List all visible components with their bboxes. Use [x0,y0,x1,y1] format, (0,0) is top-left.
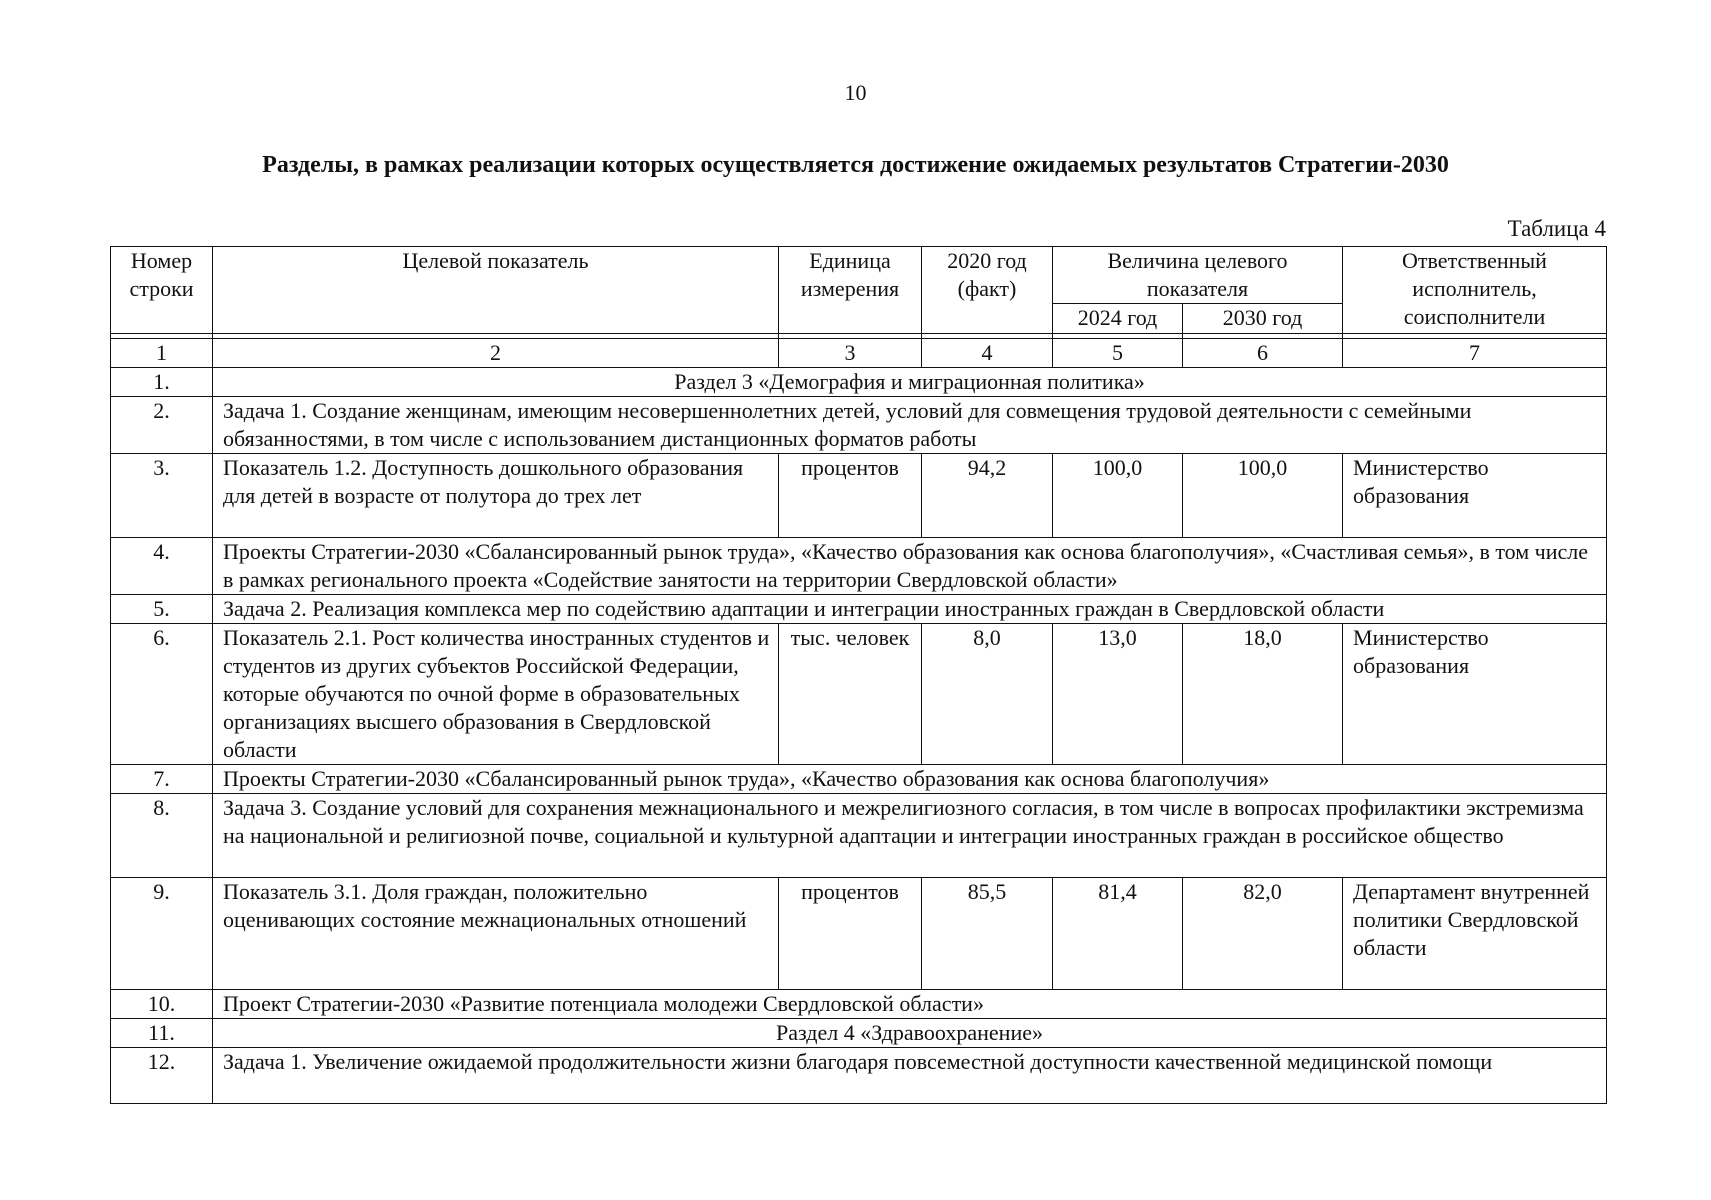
header-year-2030: 2030 год [1183,304,1343,334]
table-row [111,990,1607,1019]
table-row [111,624,1607,765]
target-2030-cell: 82,0 [1183,878,1343,990]
table-row [111,454,1607,538]
row-number: 10. [111,990,213,1019]
column-number: 7 [1343,339,1607,368]
target-2024-cell: 13,0 [1053,624,1183,765]
table-row [111,765,1607,794]
row-number: 11. [111,1019,213,1048]
indicator-text: Показатель 2.1. Рост количества иностранных студентов и студентов из других субъектов Российской Федерации, которые обучаются по очной форме в образовательных организациях высшего образования в Свердловской области [213,624,779,765]
task-text: Задача 1. Увеличение ожидаемой продолжительности жизни благодаря повсеместной доступности качественной медицинской помощи [213,1048,1607,1104]
section-heading: Раздел 3 «Демография и миграционная политика» [213,368,1607,397]
indicator-text: Показатель 1.2. Доступность дошкольного образования для детей в возрасте от полутора до трех лет [213,454,779,538]
document-title: Разделы, в рамках реализации которых осуществляется достижение ожидаемых результатов Стратегии-2030 [262,152,1449,178]
table-row [111,1019,1607,1048]
table-row [111,878,1607,990]
row-number: 5. [111,595,213,624]
responsible-cell: Министерство образования [1343,454,1607,538]
column-numbers-row [111,339,1607,368]
row-number: 8. [111,794,213,878]
strategy-table [110,246,1607,1104]
fact-2020-cell: 85,5 [922,878,1053,990]
row-number: 9. [111,878,213,990]
target-2024-cell: 100,0 [1053,454,1183,538]
target-2024-cell: 81,4 [1053,878,1183,990]
column-number: 6 [1183,339,1343,368]
responsible-cell: Министерство образования [1343,624,1607,765]
header-year-2024: 2024 год [1053,304,1183,334]
header-unit: Единица измерения [779,247,922,334]
column-number: 2 [213,339,779,368]
header-row-number: Номер строки [111,247,213,334]
task-text: Задача 1. Создание женщинам, имеющим несовершеннолетних детей, условий для совмещения трудовой деятельности с семейными обязанностями, в том числе с использованием дистанционных форматов работы [213,397,1607,454]
row-number: 1. [111,368,213,397]
target-2030-cell: 18,0 [1183,624,1343,765]
projects-text: Проекты Стратегии-2030 «Сбалансированный рынок труда», «Качество образования как основа благополучия», «Счастливая семья», в том числе в рамках регионального проекта «Содействие занятости на территории Свердловской области» [213,538,1607,595]
row-number: 2. [111,397,213,454]
table-row [111,794,1607,878]
indicator-text: Показатель 3.1. Доля граждан, положительно оценивающих состояние межнациональных отношений [213,878,779,990]
fact-2020-cell: 8,0 [922,624,1053,765]
header-fact-2020: 2020 год (факт) [922,247,1053,334]
section-heading: Раздел 4 «Здравоохранение» [213,1019,1607,1048]
task-text: Задача 2. Реализация комплекса мер по содействию адаптации и интеграции иностранных граждан в Свердловской области [213,595,1607,624]
projects-text: Проекты Стратегии-2030 «Сбалансированный рынок труда», «Качество образования как основа благополучия» [213,765,1607,794]
header-responsible: Ответственный исполнитель, соисполнители [1343,247,1607,334]
task-text: Задача 3. Создание условий для сохранения межнационального и межрелигиозного согласия, в том числе в вопросах профилактики экстремизма на национальной и религиозной почве, социальной и культурной адаптации и интеграции иностранных граждан в российское общество [213,794,1607,878]
fact-2020-cell: 94,2 [922,454,1053,538]
column-number: 3 [779,339,922,368]
column-number: 5 [1053,339,1183,368]
header-target-value: Величина целевого показателя [1053,247,1343,304]
unit-cell: процентов [779,878,922,990]
row-number: 6. [111,624,213,765]
row-number: 12. [111,1048,213,1104]
table-caption: Таблица 4 [1507,216,1606,241]
table-row [111,1048,1607,1104]
table-row [111,538,1607,595]
column-number: 1 [111,339,213,368]
column-number: 4 [922,339,1053,368]
target-2030-cell: 100,0 [1183,454,1343,538]
page-number: 10 [844,80,867,105]
projects-text: Проект Стратегии-2030 «Развитие потенциала молодежи Свердловской области» [213,990,1607,1019]
header-indicator: Целевой показатель [213,247,779,334]
row-number: 3. [111,454,213,538]
table-row [111,397,1607,454]
unit-cell: тыс. человек [779,624,922,765]
table-row [111,595,1607,624]
row-number: 7. [111,765,213,794]
row-number: 4. [111,538,213,595]
table-row [111,368,1607,397]
responsible-cell: Департамент внутренней политики Свердловской области [1343,878,1607,990]
unit-cell: процентов [779,454,922,538]
